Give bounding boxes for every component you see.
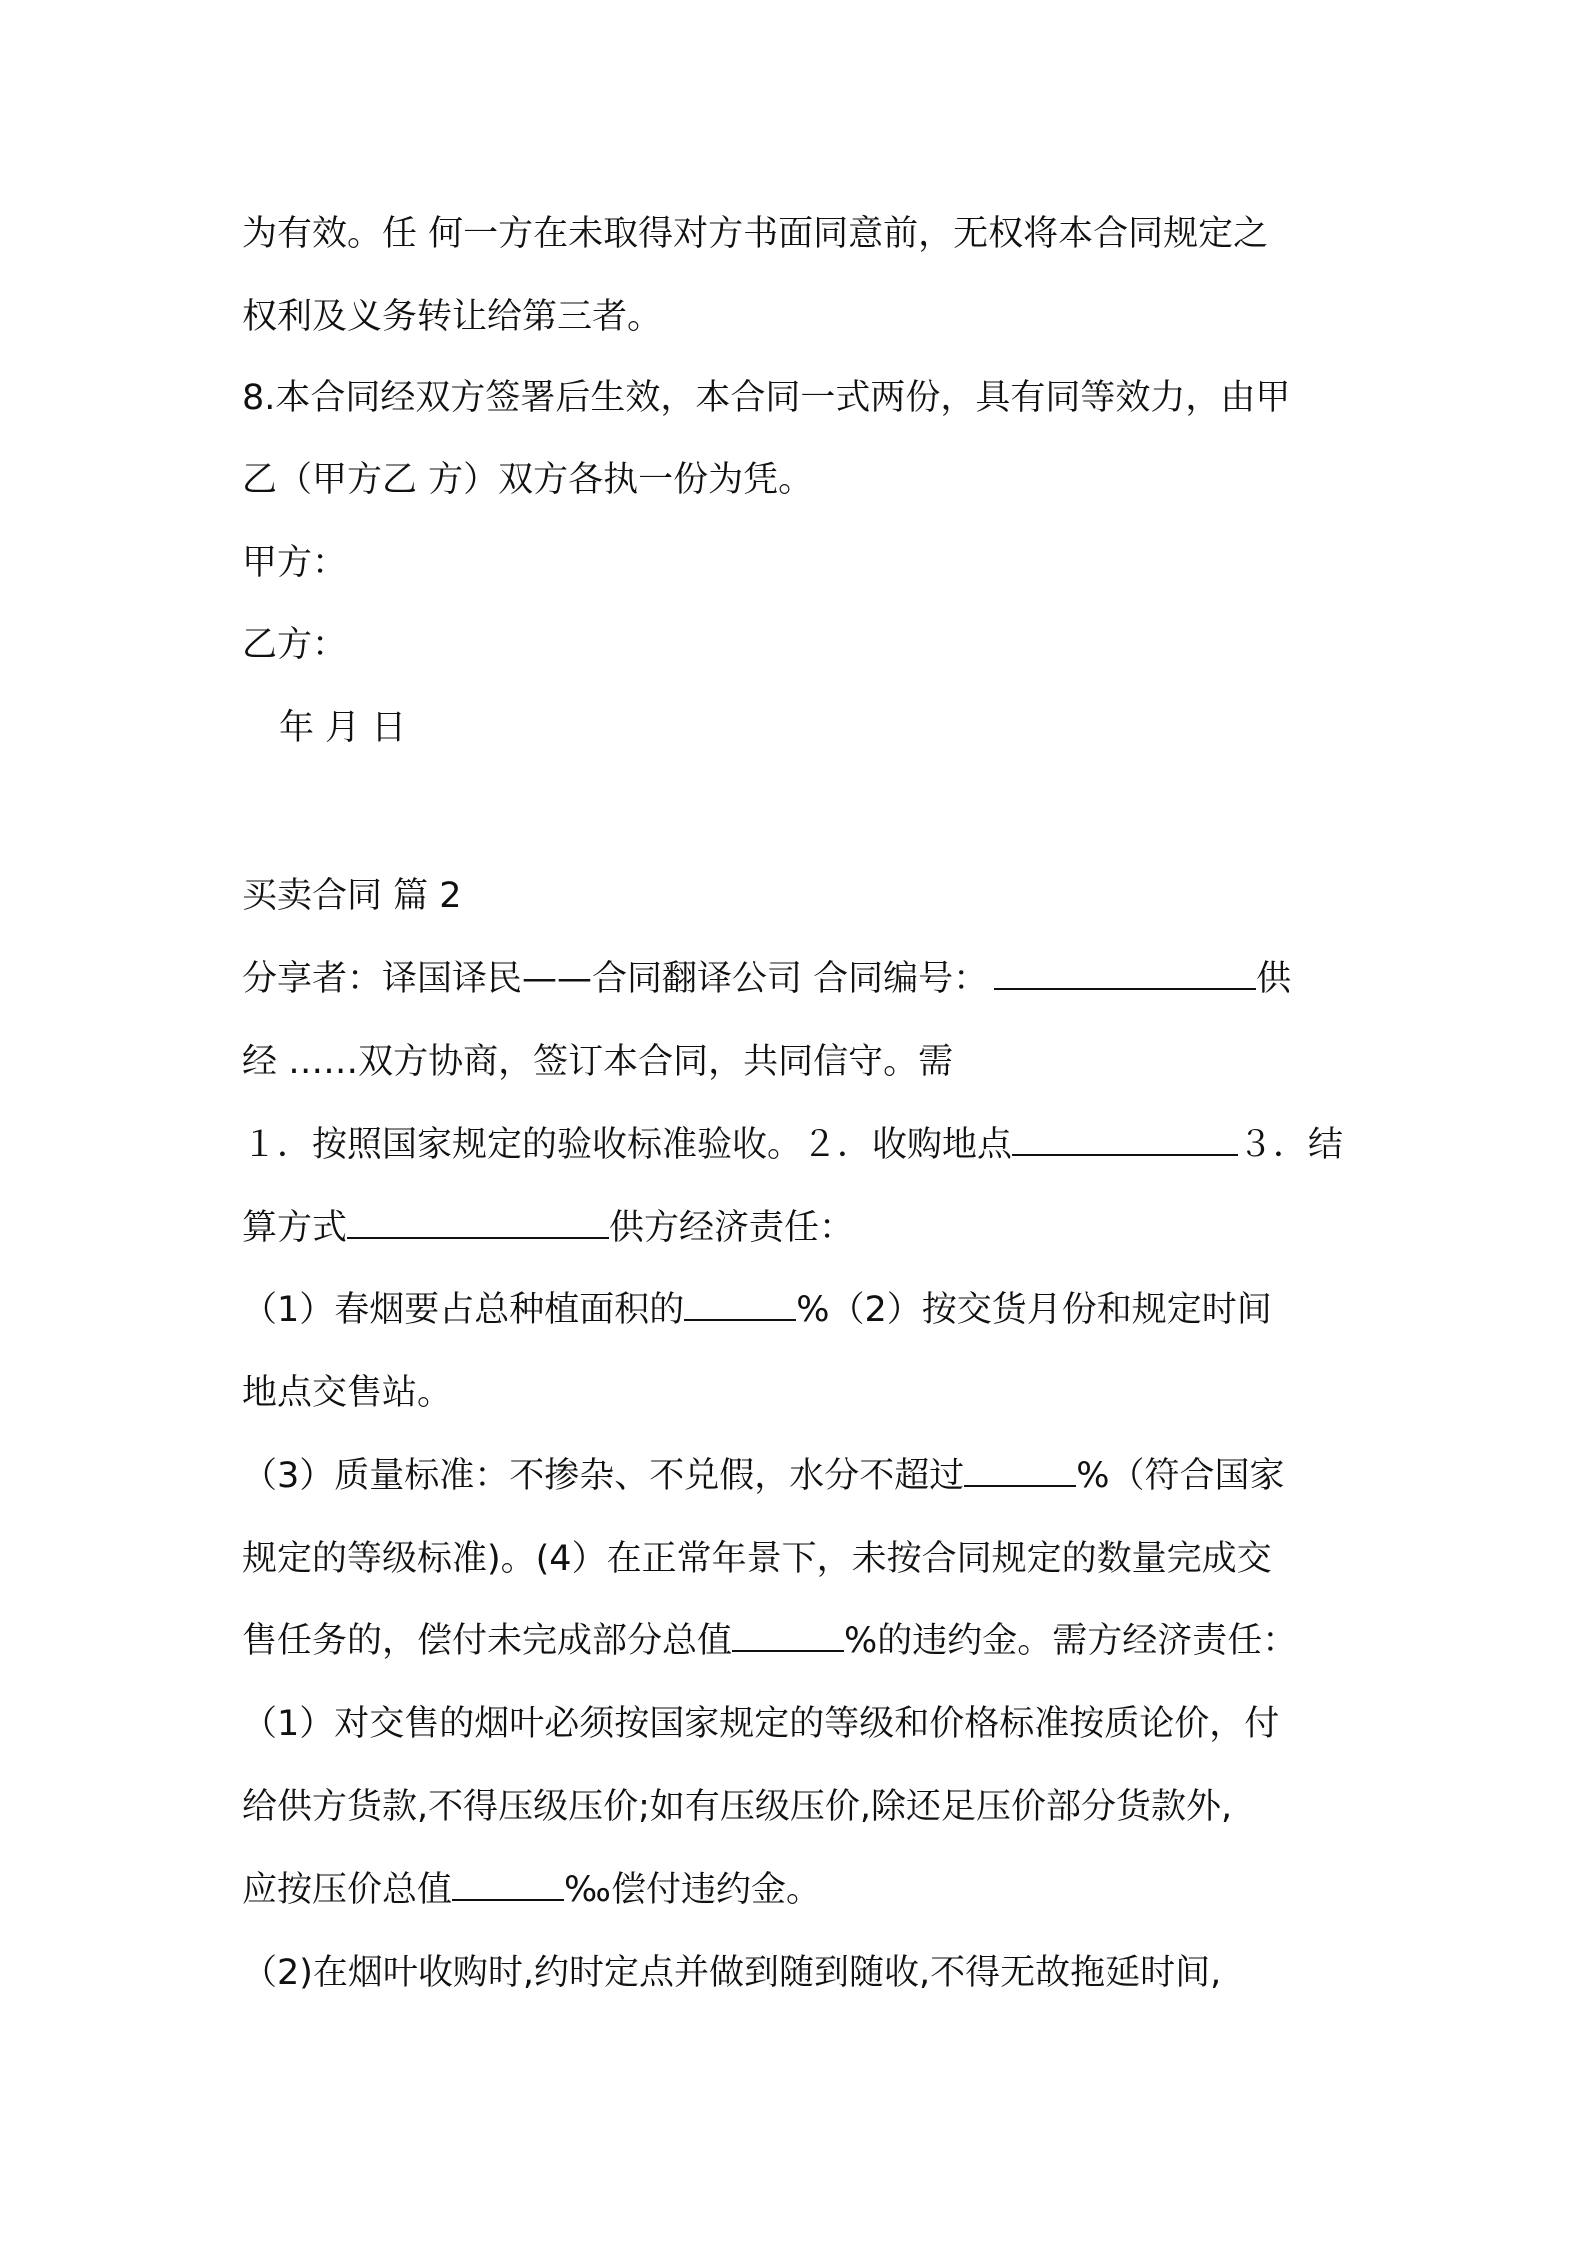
share-line [242,955,1362,1003]
share-suffix: 供 [1256,959,1292,999]
share-text: 分享者：译国译民——合同翻译公司 合同编号： [242,959,989,999]
p1-suffix: %（2）按交货月份和规定时间 [796,1290,1272,1330]
p4-suffix: %的违约金。需方经济责任： [844,1621,1298,1661]
percent-blank [684,1289,796,1321]
party-b-label: 乙方： [242,625,348,665]
text-line: 为有效。任 何一方在未取得对方书面同意前，无权将本合同规定之 [242,214,1269,254]
text-line: 规定的等级标准)。(4）在正常年景下，未按合同规定的数量完成交 [242,1539,1272,1579]
d1-suffix: ‰偿付违约金。 [564,1870,821,1910]
p4-text: 售任务的，偿付未完成部分总值 [242,1621,733,1661]
settle-text: 算方式 [242,1208,348,1248]
settle-suffix: 供方经济责任： [609,1208,855,1248]
text-line: 权利及义务转让给第三者。 [242,297,663,337]
text-line: 给供方货款,不得压级压价;如有压级压价,除还足压价部分货款外, [242,1787,1233,1827]
p4-line [242,1617,1362,1665]
permille-blank [452,1869,564,1901]
date-line: 年 月 日 [279,708,407,748]
p1-text: （1）春烟要占总种植面积的 [242,1290,685,1330]
p1-line [242,1286,1362,1334]
text-line: （2)在烟叶收购时,约时定点并做到随到随收,不得无故拖延时间, [242,1953,1222,1993]
item1-line [242,1121,1362,1169]
d1-line [242,1866,1362,1914]
item1-text: １．按照国家规定的验收标准验收。２．收购地点 [242,1125,1013,1165]
p3-suffix: %（符合国家 [1076,1456,1285,1496]
section-title: 买卖合同 篇 2 [242,876,462,916]
item1-suffix: ３．结 [1238,1125,1344,1165]
text-line: 经 ……双方协商，签订本合同，共同信守。需 [242,1042,954,1082]
purchase-place-blank [1012,1124,1238,1156]
d1-text: 应按压价总值 [242,1870,453,1910]
settlement-blank [347,1207,609,1239]
p3-text: （3）质量标准：不掺杂、不兑假，水分不超过 [242,1456,965,1496]
penalty-blank [732,1620,844,1652]
party-a-label: 甲方： [242,543,348,583]
contract-number-blank [994,958,1256,990]
text-line: 地点交售站。 [242,1373,453,1413]
moisture-blank [964,1455,1076,1487]
p3-line [242,1452,1362,1500]
text-line: 乙（甲方乙 方）双方各执一份为凭。 [242,460,814,500]
text-line: （1）对交售的烟叶必须按国家规定的等级和价格标准按质论价，付 [242,1704,1280,1744]
settle-line [242,1204,1362,1252]
text-line: 8.本合同经双方签署后生效，本合同一式两份，具有同等效力，由甲 [242,378,1291,418]
